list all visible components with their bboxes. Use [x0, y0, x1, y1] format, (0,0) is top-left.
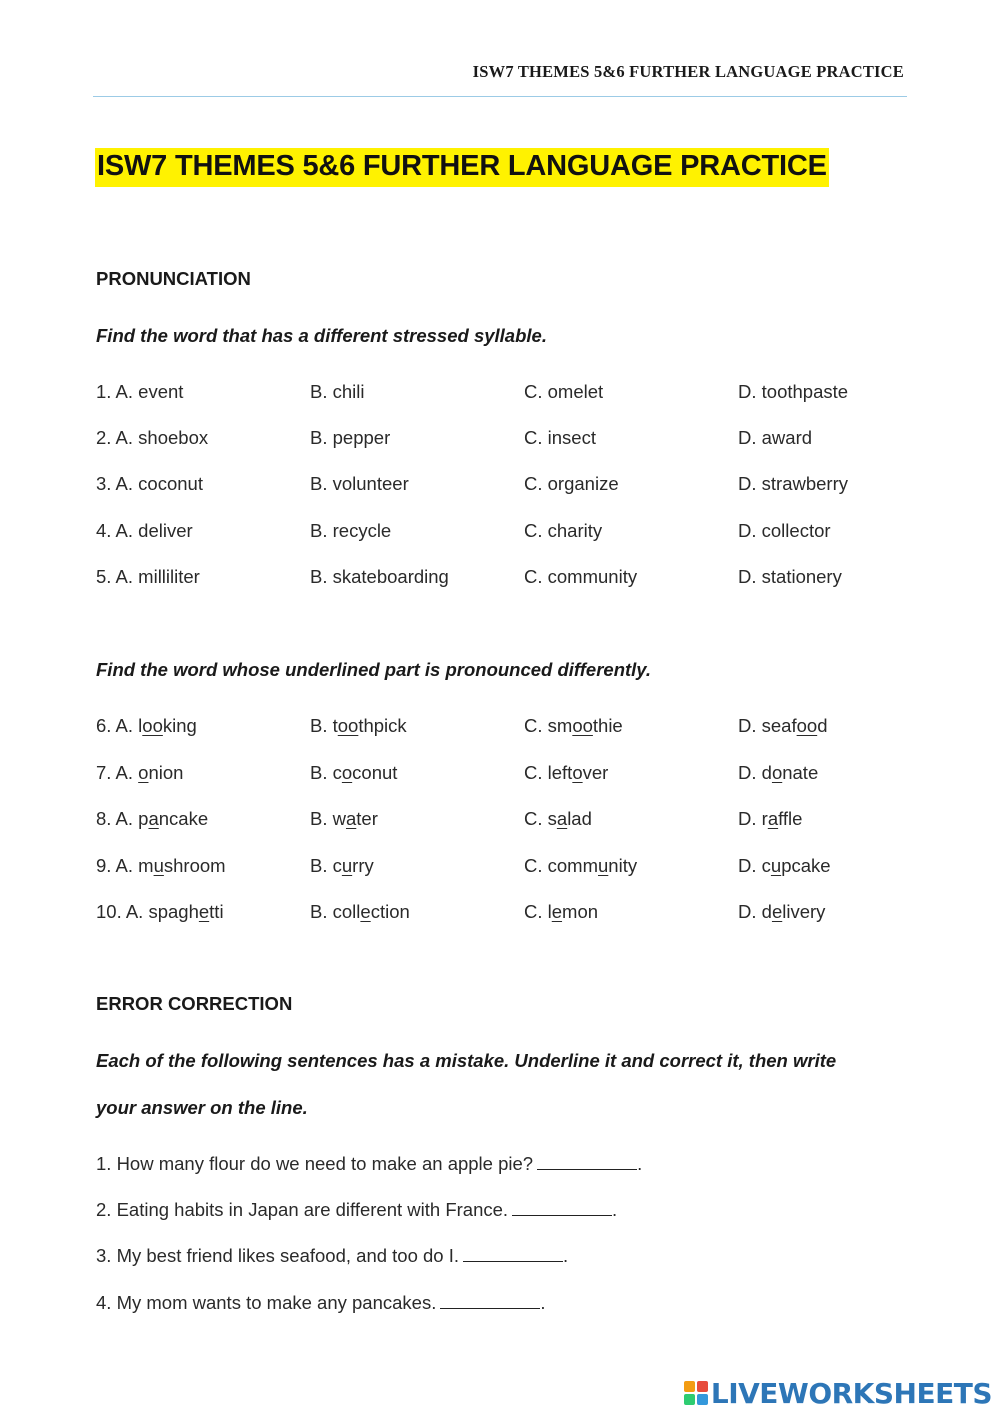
option-b: B. collection — [310, 901, 410, 922]
underlined-part: e — [551, 901, 563, 922]
option-c: C. community — [524, 855, 638, 876]
question-row — [96, 855, 916, 881]
instruction-sounds: Find the word whose underlined part is pronounced differently. — [96, 659, 652, 680]
question-row — [96, 566, 916, 592]
option-d: D. seafood — [738, 715, 828, 736]
underlined-part: a — [148, 808, 159, 829]
underlined-part: e — [360, 901, 371, 922]
liveworksheets-logo-icon — [684, 1381, 708, 1405]
underlined-part: a — [767, 808, 779, 829]
option-b: B. recycle — [310, 520, 392, 541]
option-d: D. collector — [738, 520, 831, 541]
option-a: 10. A. spaghetti — [96, 901, 224, 922]
error-sentence: 2. Eating habits in Japan are different with France. . — [96, 1199, 618, 1220]
underlined-part: o — [572, 762, 583, 783]
underlined-part: a — [556, 808, 568, 829]
option-c: C. organize — [524, 473, 619, 494]
question-row — [96, 427, 916, 453]
page-title: ISW7 THEMES 5&6 FURTHER LANGUAGE PRACTICE — [95, 148, 829, 187]
option-b: B. skateboarding — [310, 566, 449, 587]
option-d: D. toothpaste — [738, 381, 849, 402]
option-b: B. curry — [310, 855, 374, 876]
underlined-part: e — [771, 901, 783, 922]
option-b: B. toothpick — [310, 715, 407, 736]
instruction-stress: Find the word that has a different stressed syllable. — [96, 325, 547, 346]
answer-blank[interactable] — [512, 1199, 612, 1216]
underlined-part: u — [598, 855, 609, 876]
underlined-part: oo — [337, 715, 359, 736]
error-sentence: 1. How many flour do we need to make an apple pie? . — [96, 1153, 643, 1174]
section-heading-pronunciation: PRONUNCIATION — [96, 268, 251, 289]
underlined-part: o — [771, 762, 783, 783]
option-d: D. stationery — [738, 566, 842, 587]
option-d: D. donate — [738, 762, 819, 783]
option-b: B. water — [310, 808, 378, 829]
option-a: 4. A. deliver — [96, 520, 193, 541]
error-sentence: 4. My mom wants to make any pancakes. . — [96, 1292, 546, 1313]
option-d: D. strawberry — [738, 473, 848, 494]
option-c: C. lemon — [524, 901, 599, 922]
underlined-part: e — [198, 901, 210, 922]
option-b: B. pepper — [310, 427, 391, 448]
option-c: C. leftover — [524, 762, 609, 783]
underlined-part: o — [138, 762, 149, 783]
instruction-error-line1: Each of the following sentences has a mistake. Underline it and correct it, then write — [96, 1050, 837, 1071]
underlined-part: oo — [142, 715, 163, 736]
option-d: D. delivery — [738, 901, 826, 922]
liveworksheets-logo[interactable] — [684, 1375, 992, 1411]
option-b: B. volunteer — [310, 473, 409, 494]
header-rule — [93, 96, 907, 97]
underlined-part: u — [153, 855, 164, 876]
answer-blank[interactable] — [440, 1292, 540, 1309]
question-row — [96, 381, 916, 407]
option-a: 2. A. shoebox — [96, 427, 209, 448]
question-row — [96, 901, 916, 927]
option-c: C. omelet — [524, 381, 604, 402]
question-row — [96, 808, 916, 834]
underlined-part: o — [341, 762, 353, 783]
option-c: C. charity — [524, 520, 603, 541]
answer-blank[interactable] — [463, 1245, 563, 1262]
underlined-part: oo — [572, 715, 593, 736]
question-row — [96, 520, 916, 546]
option-b: B. chili — [310, 381, 365, 402]
option-b: B. coconut — [310, 762, 398, 783]
option-c: C. smoothie — [524, 715, 623, 736]
underlined-part: a — [345, 808, 357, 829]
instruction-error-line2: your answer on the line. — [96, 1097, 308, 1118]
option-c: C. insect — [524, 427, 596, 448]
option-a: 5. A. milliliter — [96, 566, 200, 587]
option-d: D. award — [738, 427, 813, 448]
underlined-part: u — [770, 855, 782, 876]
answer-blank[interactable] — [537, 1153, 637, 1170]
underlined-part: oo — [796, 715, 818, 736]
option-c: C. community — [524, 566, 638, 587]
logo-text: LIVEWORKSHEETS — [710, 1376, 992, 1410]
option-a: 9. A. mushroom — [96, 855, 226, 876]
error-sentence: 3. My best friend likes seafood, and too do I. . — [96, 1245, 569, 1266]
underlined-part: u — [341, 855, 353, 876]
section-heading-error-correction: ERROR CORRECTION — [96, 993, 293, 1014]
option-a: 7. A. onion — [96, 762, 184, 783]
question-row — [96, 473, 916, 499]
running-header-title: ISW7 THEMES 5&6 FURTHER LANGUAGE PRACTICE — [472, 62, 904, 81]
option-a: 8. A. pancake — [96, 808, 209, 829]
option-a: 1. A. event — [96, 381, 184, 402]
option-d: D. cupcake — [738, 855, 831, 876]
option-d: D. raffle — [738, 808, 803, 829]
question-row — [96, 715, 916, 741]
option-c: C. salad — [524, 808, 592, 829]
question-row — [96, 762, 916, 788]
option-a: 3. A. coconut — [96, 473, 203, 494]
option-a: 6. A. looking — [96, 715, 197, 736]
